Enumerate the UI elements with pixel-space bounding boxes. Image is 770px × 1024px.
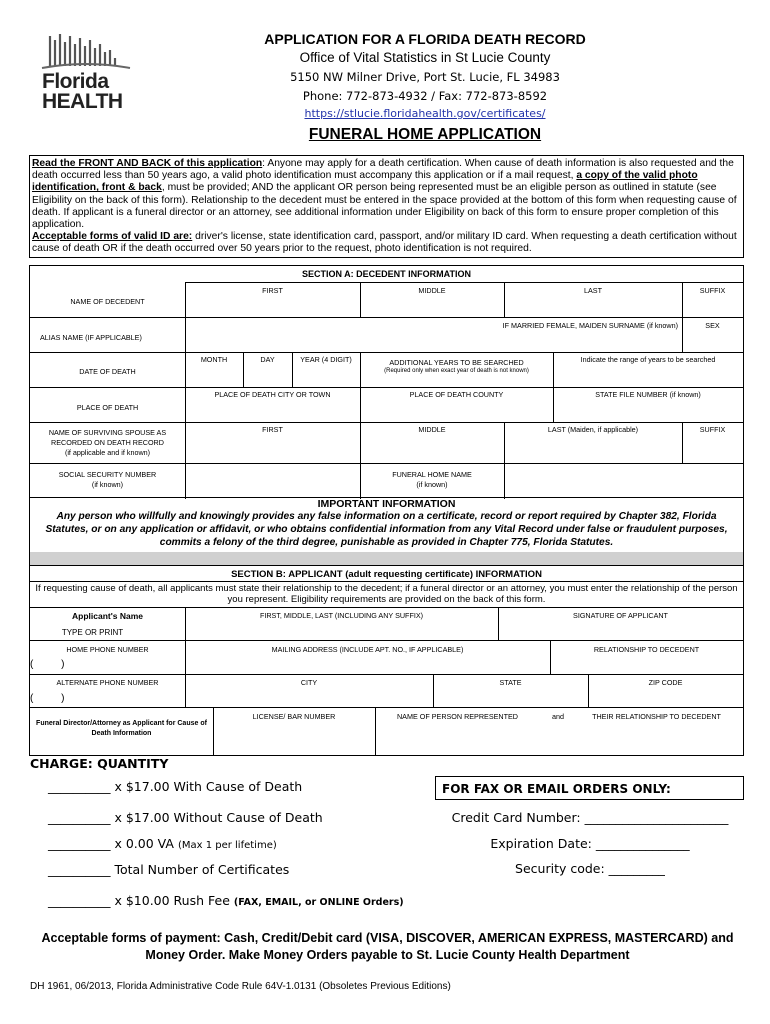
death-year-input[interactable] [293, 365, 359, 386]
decedent-last-input[interactable] [505, 296, 681, 316]
zip-input[interactable] [589, 688, 742, 706]
important-text: Any person who willfully and knowingly provides any false information on a certificate, record or report required by Chapter 382, Florida Statutes, or on any application or affidavit, or who obtains confidential information from any Vital Record under false or fraudulent purposes, commits a felony of the third degree, punishable as provided in Chapter 775, Florida Statutes. [45, 511, 728, 548]
label-additional-years: ADDITIONAL YEARS TO BE SEARCHED [389, 358, 524, 367]
label-place-city: PLACE OF DEATH CITY OR TOWN [214, 390, 331, 399]
section-a-decedent [29, 265, 744, 498]
spouse-first-input[interactable] [186, 436, 359, 462]
label-middle: MIDDLE [418, 286, 446, 295]
label-spouse-3: (if applicable and if known) [64, 448, 151, 457]
home-phone-input[interactable]: ( ) [30, 659, 65, 670]
city-input[interactable] [186, 688, 432, 706]
place-county-input[interactable] [361, 400, 552, 421]
form-type-heading: FUNERAL HOME APPLICATION [308, 126, 542, 143]
important-title: IMPORTANT INFORMATION [317, 498, 456, 510]
death-month-input[interactable] [186, 365, 242, 386]
intro-p1c: , must be provided; AND the applicant OR person being represented must be an eligible person as outlined in statute (see Eligibility on the back of this form). Relationship to the decedent must be entered in the space provided at the bottom of this form when requesting cause of death. If applicant is a funeral director or an attorney, see additional information under Eligibility on back of this form to ensure proper completion of this application. [32, 182, 737, 231]
qty-va[interactable]: __________ x 0.00 VA (Max 1 per lifetime) [48, 836, 277, 851]
credit-card-input[interactable]: Credit Card Number: _______________________ [451, 810, 729, 825]
applicant-name-input[interactable] [186, 621, 497, 639]
label-spouse-suffix: SUFFIX [699, 425, 726, 434]
label-their-relationship: THEIR RELATIONSHIP TO DECEDENT [592, 712, 721, 721]
decedent-first-input[interactable] [186, 296, 359, 316]
qty-with-cause[interactable]: __________ x $17.00 With Cause of Death [48, 779, 303, 794]
sex-input[interactable] [683, 330, 742, 351]
label-mailing: MAILING ADDRESS (INCLUDE APT. NO., IF APPLICABLE) [271, 645, 464, 654]
qty-rush-fee[interactable]: __________ x $10.00 Rush Fee (FAX, EMAIL, or ONLINE Orders) [48, 893, 404, 908]
label-relationship: RELATIONSHIP TO DECEDENT [593, 645, 700, 654]
label-full-name: FIRST, MIDDLE, LAST (INCLUDING ANY SUFFIX) [259, 611, 424, 620]
section-a-title: SECTION A: DECEDENT INFORMATION [302, 269, 471, 279]
label-spouse-1: NAME OF SURVIVING SPOUSE AS [48, 428, 167, 437]
label-license: LICENSE/ BAR NUMBER [252, 712, 336, 721]
label-applicant-name: Applicant's Name [72, 611, 143, 621]
label-spouse-first: FIRST [262, 425, 283, 434]
intro-id-text: driver's license, state identification card, passport, and/or military ID card. When requesting a death certification without cause of death OR if the death occurred over 50 years prior to the request, photo identification is not required. [32, 231, 737, 255]
qty-total[interactable]: __________ Total Number of Certificates [48, 862, 290, 877]
label-spouse-last: LAST (Maiden, if applicable) [547, 425, 639, 434]
label-spouse-middle: MIDDLE [418, 425, 446, 434]
label-ssn: SOCIAL SECURITY NUMBER [58, 470, 157, 479]
ssn-input[interactable] [186, 464, 359, 498]
office-url-link[interactable]: https://stlucie.floridahealth.gov/certificates/ [304, 107, 546, 120]
label-day: DAY [260, 355, 275, 364]
spouse-middle-input[interactable] [361, 436, 503, 462]
label-suffix: SUFFIX [699, 286, 726, 295]
label-signature: SIGNATURE OF APPLICANT [573, 611, 668, 620]
payment-info: Acceptable forms of payment: Cash, Credit/Debit card (VISA, DISCOVER, AMERICAN EXPRESS, MASTERCARD) and Money Order. Make Money Orders payable to St. Lucie County Health Department [41, 931, 734, 962]
label-range-note: Indicate the range of years to be searched [580, 355, 716, 364]
signature-input[interactable] [499, 621, 742, 639]
intro-p1a: : Anyone may apply for a death certification. When cause of death information is also requested and the death occurred less than 50 years ago, a valid photo identification must accompany this application or if a mail request, [32, 158, 734, 182]
expiration-input[interactable]: Expiration Date: _______________ [490, 836, 690, 851]
label-place-county: PLACE OF DEATH COUNTY [409, 390, 504, 399]
label-represented: NAME OF PERSON REPRESENTED [396, 712, 518, 721]
gray-spacer [29, 552, 744, 566]
charge-heading: CHARGE: QUANTITY [30, 756, 169, 771]
label-type-print: TYPE OR PRINT [61, 628, 124, 637]
label-first: FIRST [262, 286, 283, 295]
label-place-of-death: PLACE OF DEATH [76, 403, 139, 412]
office-address: 5150 NW Milner Drive, Port St. Lucie, FL 34983 [290, 70, 560, 84]
intro-id-lead: Acceptable forms of valid ID are: [32, 231, 193, 243]
decedent-middle-input[interactable] [361, 296, 503, 316]
license-input[interactable] [214, 724, 374, 754]
qty-without-cause[interactable]: __________ x $17.00 Without Cause of Death [48, 810, 323, 825]
label-year: YEAR (4 DIGIT) [300, 355, 352, 364]
logo-text-health: HEALTH [42, 90, 123, 113]
place-city-input[interactable] [186, 400, 359, 421]
label-home-phone: HOME PHONE NUMBER [66, 645, 149, 654]
logo-text-florida: Florida [42, 70, 109, 93]
label-city: CITY [300, 678, 318, 687]
label-month: MONTH [200, 355, 228, 364]
label-alt-phone: ALTERNATE PHONE NUMBER [56, 678, 159, 687]
intro-lead: Read the FRONT AND BACK of this application [32, 158, 263, 169]
label-alias: ALIAS NAME (IF APPLICABLE) [40, 333, 142, 342]
funeral-home-input[interactable] [505, 464, 742, 498]
label-state-file: STATE FILE NUMBER (if known) [595, 390, 701, 399]
label-funeral-applicant-1: Funeral Director/Attorney as Applicant for Cause of [36, 720, 207, 727]
intro-p1b: a copy of the valid photo identification, front & back [32, 170, 698, 194]
label-state: STATE [499, 678, 522, 687]
label-spouse-2: RECORDED ON DEATH RECORD [51, 438, 164, 447]
label-ssn-note: (if known) [91, 480, 124, 489]
alt-phone-input[interactable]: ( ) [30, 693, 65, 704]
state-input[interactable] [434, 688, 587, 706]
mailing-input[interactable] [186, 656, 549, 673]
page-title: APPLICATION FOR A FLORIDA DEATH RECORD [264, 31, 586, 47]
office-name: Office of Vital Statistics in St Lucie County [299, 50, 551, 65]
label-funeral-home: FUNERAL HOME NAME [392, 470, 472, 479]
intro-instructions [29, 155, 744, 258]
section-b-title: SECTION B: APPLICANT (adult requesting certificate) INFORMATION [231, 569, 542, 580]
label-zip: ZIP CODE [648, 678, 683, 687]
label-funeral-note: (if known) [416, 480, 448, 489]
death-day-input[interactable] [244, 365, 291, 386]
label-last: LAST [584, 286, 602, 295]
label-maiden-surname: IF MARRIED FEMALE, MAIDEN SURNAME (if known) [502, 321, 678, 330]
year-range-input[interactable] [554, 365, 742, 386]
spouse-suffix-input[interactable] [683, 436, 742, 462]
label-and: and [552, 712, 564, 721]
label-name-of-decedent: NAME OF DECEDENT [70, 297, 145, 306]
decedent-suffix-input[interactable] [683, 296, 742, 316]
section-b-applicant [29, 566, 744, 756]
spouse-last-input[interactable] [505, 436, 681, 462]
alias-input[interactable] [186, 330, 681, 351]
label-date-of-death: DATE OF DEATH [79, 367, 136, 376]
security-code-input[interactable]: Security code: _________ [515, 861, 665, 876]
relationship-input[interactable] [551, 656, 742, 673]
label-sex: SEX [705, 321, 720, 330]
form-footer: DH 1961, 06/2013, Florida Administrative Code Rule 64V-1.0131 (Obsoletes Previous Editions) [30, 981, 451, 992]
represented-input[interactable] [376, 724, 742, 754]
label-required-note: (Required only when exact year of death is not known) [384, 368, 529, 374]
state-file-input[interactable] [554, 400, 742, 421]
section-b-note: If requesting cause of death, all applicants must state their relationship to the decedent; if a funeral director or an attorney, you must enter the relationship of the person you represent. Eligibility requirements are provided on the back of this form. [35, 583, 738, 605]
fax-email-heading: FOR FAX OR EMAIL ORDERS ONLY: [435, 776, 744, 800]
label-funeral-applicant-2: Death Information [91, 730, 152, 737]
office-phone: Phone: 772-873-4932 / Fax: 772-873-8592 [302, 89, 548, 103]
